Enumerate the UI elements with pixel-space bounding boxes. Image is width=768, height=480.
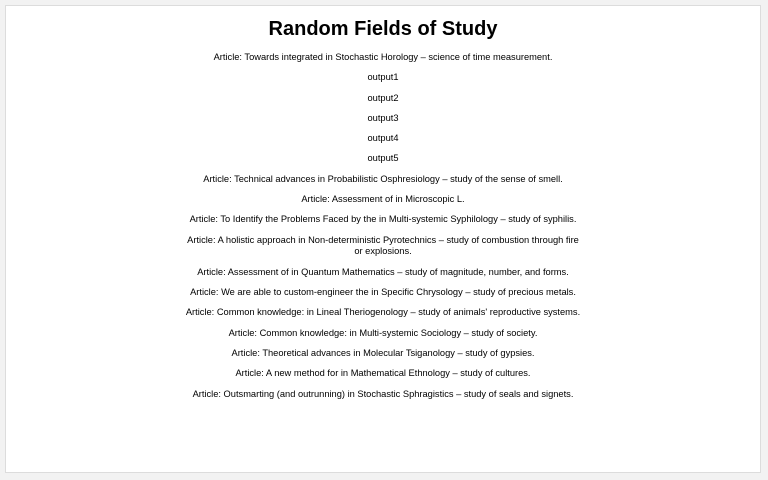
output-item-1: output1	[367, 72, 399, 83]
list-item-12: Article: Outsmarting (and outrunning) in Stochastic Sphragistics – study of seals and signets.	[192, 388, 574, 399]
list-item-7: Article: We are able to custom-engineer the in Specific Chrysology – study of precious metals.	[190, 287, 576, 298]
content-card	[5, 5, 761, 473]
list-item-6: Article: Assessment of in Quantum Mathematics – study of magnitude, number, and forms.	[197, 266, 569, 277]
list-item-10: Article: Theoretical advances in Molecular Tsiganology – study of gypsies.	[231, 347, 535, 358]
output-item-5: output5	[367, 153, 399, 164]
output-item-2: output2	[367, 92, 399, 103]
list-item-8: Article: Common knowledge: in Lineal Theriogenology – study of animals' reproductive systems.	[185, 307, 581, 318]
list-item-5: Article: A holistic approach in Non-deterministic Pyrotechnics – study of combustion through fire or explosions.	[187, 234, 579, 257]
page-title: Random Fields of Study	[268, 18, 498, 40]
list-item-3: Article: Assessment of in Microscopic L.	[301, 194, 465, 205]
list-item-9: Article: Common knowledge: in Multi-systemic Sociology – study of society.	[228, 327, 538, 338]
list-item-11: Article: A new method for in Mathematical Ethnology – study of cultures.	[235, 368, 531, 379]
list-item-4: Article: To Identify the Problems Faced by the in Multi-systemic Syphilology – study of syphilis.	[189, 214, 577, 225]
output-item-3: output3	[367, 112, 399, 123]
list-item-1: Article: Towards integrated in Stochastic Horology – science of time measurement.	[213, 52, 553, 62]
article-list	[6, 52, 760, 409]
list-item-2: Article: Technical advances in Probabilistic Osphresiology – study of the sense of smell.	[203, 173, 563, 184]
output-item-4: output4	[367, 133, 399, 144]
